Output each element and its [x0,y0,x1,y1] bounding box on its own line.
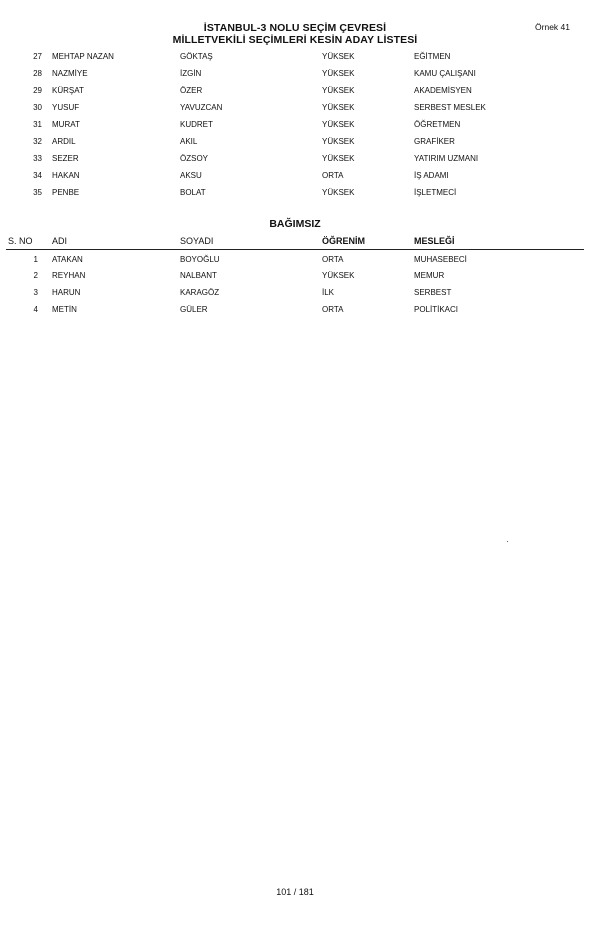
row-soyadi: GÖKTAŞ [180,52,213,61]
row-ogrenim: YÜKSEK [322,271,355,280]
row-no: 31 [33,120,42,129]
table-row [0,120,590,134]
row-adi: NAZMİYE [52,69,88,78]
row-soyadi: BOLAT [180,188,206,197]
row-soyadi: BOYOĞLU [180,255,220,264]
row-adi: REYHAN [52,271,86,280]
table-row [0,188,590,202]
row-no: 34 [33,171,42,180]
table-row [0,305,590,319]
row-meslegi: POLİTİKACI [414,305,459,314]
table-row [0,52,590,66]
row-meslegi: MEMUR [414,271,445,280]
row-adi: SEZER [52,154,79,163]
row-no: 32 [33,137,42,146]
col-header-ogrenim: ÖĞRENİM [322,236,366,246]
row-adi: YUSUF [52,103,80,112]
row-no: 30 [33,103,42,112]
row-adi: MURAT [52,120,80,129]
row-meslegi: YATIRIM UZMANI [414,154,479,163]
row-meslegi: EĞİTMEN [414,52,451,61]
row-ogrenim: ORTA [322,305,344,314]
row-no: 29 [33,86,42,95]
table-row [0,154,590,168]
row-ogrenim: YÜKSEK [322,69,355,78]
row-meslegi: AKADEMİSYEN [414,86,472,95]
table-row [0,69,590,83]
row-soyadi: İZGİN [180,69,202,78]
row-no: 4 [33,305,38,314]
table-row [0,137,590,151]
row-soyadi: AKIL [180,137,198,146]
row-ogrenim: YÜKSEK [322,120,355,129]
row-adi: ATAKAN [52,255,83,264]
row-adi: HAKAN [52,171,80,180]
row-meslegi: MUHASEBECİ [414,255,467,264]
row-no: 2 [33,271,38,280]
row-meslegi: SERBEST MESLEK [414,103,486,112]
row-ogrenim: YÜKSEK [322,188,355,197]
row-ogrenim: YÜKSEK [322,103,355,112]
col-header-soyadi: SOYADI [180,236,214,246]
header-divider [6,249,584,250]
row-soyadi: ÖZER [180,86,203,95]
row-soyadi: AKSU [180,171,202,180]
scan-speck [507,541,508,542]
row-ogrenim: YÜKSEK [322,137,355,146]
page-title-line1: İSTANBUL-3 NOLU SEÇİM ÇEVRESİ [203,22,387,34]
row-meslegi: SERBEST [414,288,452,297]
section-title: BAĞIMSIZ [269,218,321,230]
col-header-no: S. NO [8,236,33,246]
row-soyadi: YAVUZCAN [180,103,223,112]
row-ogrenim: ORTA [322,255,344,264]
row-no: 27 [33,52,42,61]
row-soyadi: KUDRET [180,120,213,129]
row-adi: KÜRŞAT [52,86,84,95]
row-ogrenim: YÜKSEK [322,154,355,163]
row-no: 33 [33,154,42,163]
row-ogrenim: YÜKSEK [322,52,355,61]
row-ogrenim: YÜKSEK [322,86,355,95]
page-number: 101 / 181 [276,887,314,897]
row-adi: METİN [52,305,77,314]
row-meslegi: İŞLETMECİ [414,188,457,197]
row-adi: HARUN [52,288,81,297]
row-meslegi: ÖĞRETMEN [414,120,461,129]
col-header-adi: ADI [52,236,68,246]
row-no: 1 [33,255,38,264]
row-ogrenim: İLK [322,288,335,297]
form-label: Örnek 41 [535,22,570,32]
row-meslegi: İŞ ADAMI [414,171,449,180]
row-meslegi: KAMU ÇALIŞANI [414,69,476,78]
col-header-meslegi: MESLEĞİ [414,236,455,246]
row-soyadi: ÖZSOY [180,154,209,163]
table-row [0,271,590,285]
table-row [0,171,590,185]
row-adi: MEHTAP NAZAN [52,52,114,61]
row-soyadi: GÜLER [180,305,208,314]
page-title-line2: MİLLETVEKİLİ SEÇİMLERİ KESİN ADAY LİSTESİ [172,34,418,46]
table-row [0,255,590,269]
row-soyadi: KARAGÖZ [180,288,220,297]
table-row [0,103,590,117]
row-adi: PENBE [52,188,80,197]
row-no: 3 [33,288,38,297]
row-ogrenim: ORTA [322,171,344,180]
row-no: 28 [33,69,42,78]
table-header [0,236,590,250]
row-no: 35 [33,188,42,197]
row-adi: ARDIL [52,137,76,146]
table-row [0,288,590,302]
row-meslegi: GRAFİKER [414,137,455,146]
table-row [0,86,590,100]
row-soyadi: NALBANT [180,271,217,280]
